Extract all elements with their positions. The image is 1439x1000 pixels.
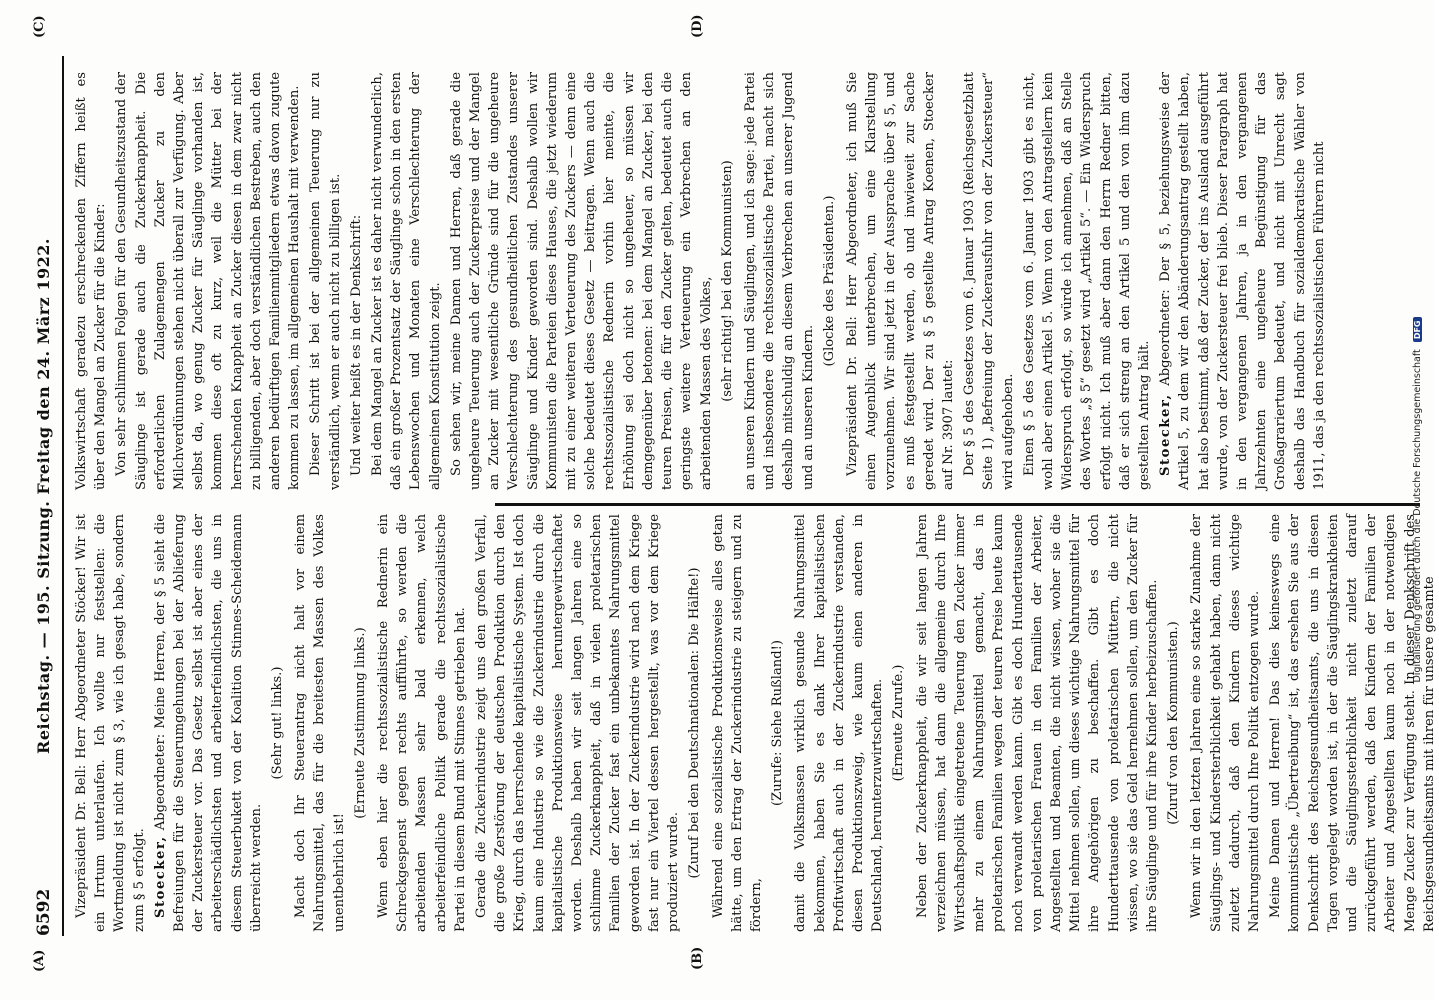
page-title: Reichstag. — 195. Sitzung. Freitag den 24. März 1922.: [34, 238, 53, 754]
paragraph: [1156, 72, 1329, 490]
margin-marker-a: (A): [32, 949, 47, 972]
speaker-name: Stoecker,: [1158, 393, 1174, 476]
paragraph: Dieser Schritt ist bei der allgemeinen Teuerung nur zu verständlich, wenn er auch nicht zu billigen ist.: [308, 72, 343, 490]
paragraph: an unseren Kindern und Säuglingen, und ich sage: jede Partei und insbesondere die rechtssozialistische Partei, macht sich deshalb mitschuldig an diesem Verbrechen an unserer Jugend und an unseren Kindern.: [742, 72, 816, 490]
dfg-logo: DFG: [1413, 318, 1422, 343]
paragraph: Während eine sozialistische Produktionsweise alles getan hätte, um den Ertrag der Zuckerindustrie zu steigern und zu fördern,: [710, 514, 764, 932]
quotation: Von sehr schlimmen Folgen für den Gesundheitszustand der Säuglinge ist gerade auch die Zuckerknappheit. Die erforderlichen Zulagemengen Zucker zu den Milchverdünnungen stehen nicht überall zur Verfügung. Aber selbst da, wo genug Zucker für Säuglinge vorhanden ist, kommen diese oft zu kurz, weil die Mütter bei der herrschenden Knappheit an Zucker diesen in dem zwar nicht zu billigenden, aber doch verständlichen Bestreben, auch den anderen bedürftigen Familienmitgliedern etwas davon zugute kommen zu lassen, im allgemeinen Haushalt mit verwenden.: [114, 72, 303, 490]
paragraph: Meine Damen und Herren! Das dies keineswegs eine kommunistische „Übertreibung“ ist, das ersehen Sie aus der Denkschrift des Reichsgesundheitsamts, die uns in diesen Tagen vorgelegt worden ist, in der die Säuglingskrankheiten und die Säuglingssterblichkeit nicht zuletzt darauf zurückgeführt werden, daß den Kindern der Familien der Arbeiter und Angestellten kaum noch in der notwendigen Menge Zucker zur Verfügung steht. In dieser Denkschrift des Reichsgesundheitsamts mit ihren für unsere gesamte: [1268, 514, 1437, 932]
paragraph: Vizepräsident Dr. Bell: Herr Abgeordneter, ich muß Sie einen Augenblick unterbrechen, um eine Klarstellung vorzunehmen. Wir sind jetzt in der Aussprache über § 5, und es muß festgestellt werden, ob und inwieweit zur Sache geredet wird. Der zu § 5 gestellte Antrag Koenen, Stoecker auf Nr. 3907 lautet:: [844, 72, 956, 490]
interjection: (Sehr gut! links.): [270, 666, 286, 780]
speech-text: Abgeordneter: Der § 5, beziehungsweise der Artikel 5, zu dem wir den Abänderungsantrag gestellt haben, hat also bestimmt, daß der Zucker, der ins Ausland ausgeführt wurde, von der Zuckersteuer frei blieb. Dieser Paragraph hat in den vergangenen Jahren, ja in den vergangenen Jahrzehnten eine ungeheure Begünstigung für das Großagrariertum bedeutet, und nicht mit Unrecht sagt deshalb das Handbuch für sozialdemokratische Wähler von 1911, das ja den rechtssozialistischen Führern nicht: [1158, 72, 1327, 490]
paragraph: Neben der Zuckerknappheit, die wir seit langen Jahren verzeichnen müssen, hat dann die allgemeine durch Ihre Wirtschaftspolitik eingetretene Teuerung den Zucker immer mehr zu einem Nahrungsmittel gemacht, das in proletarischen Familien wegen der teuren Preise heute kaum noch verwandt werden kann. Gibt es doch Hunderttausende von proletarischen Frauen in den Familien der Arbeiter, Angestellten und Beamten, die nicht wissen, woher sie die Mittel nehmen sollen, um dieses wichtige Nahrungsmittel für ihre Angehörigen zu beschaffen. Gibt es doch Hunderttausende von proletarischen Müttern, die nicht wissen, wo sie das Geld hernehmen sollen, um den Zucker für ihre Säuglinge und für ihre Kinder herbeizuschaffen.: [914, 514, 1160, 932]
credit-text: Digitalisierung gefördert durch die Deutsche Forschungsgemeinschaft: [1412, 349, 1423, 683]
speaker-name: Stoecker,: [152, 835, 168, 918]
interjection: (Zuruf von den Kommunisten.): [1166, 621, 1182, 825]
interjection: (Erneute Zustimmung links.): [352, 627, 368, 819]
digitization-credit: [1412, 0, 1423, 1000]
quotation: Bei dem Mangel an Zucker ist es daher nicht verwunderlich, daß ein großer Prozentsatz der Säuglinge schon in den ersten Lebenswochen und Monaten eine Verschlechterung der allgemeinen Konstitution zeigt.: [370, 72, 443, 490]
column-divider: [495, 503, 1420, 506]
interjection: (sehr richtig! bei den Kommunisten): [719, 160, 735, 402]
interjection: (Zurufe: Siehe Rußland!): [770, 640, 786, 806]
paragraph: Gerade die Zuckerindustrie zeigt uns den großen Verfall, die große Zerstörung der deutschen Produktion durch den Krieg, durch das herrschende kapitalistische System. Ist doch kaum eine Industrie so wie die Zuckerindustrie durch die kapitalistische Produktionsweise heruntergewirtschaftet worden. Deshalb haben wir seit langen Jahren eine so schlimme Zuckerknappheit, daß in vielen proletarischen Familien der Zucker fast ein unbekanntes Nahrungsmittel geworden ist. In der Zuckerindustrie wird nach dem Kriege fast nur ein Viertel dessen hergestellt, was vor dem Kriege produziert wurde.: [474, 514, 682, 932]
paragraph: [151, 514, 266, 932]
paragraph: damit die Volksmassen wirklich gesunde Nahrungsmittel bekommen, haben Sie es dank Ihrer kapitalistischen Profitwirtschaft auch in der Zuckerindustrie verstanden, diesen Produktionszweig, wie kaum einen anderen in Deutschland, herunterzuwirtschaften.: [793, 514, 886, 932]
margin-marker-d: (D): [690, 14, 705, 38]
interjection: (Glocke des Präsidenten.): [821, 195, 837, 367]
quotation: Der § 5 des Gesetzes vom 6. Januar 1903 (Reichsgesetzblatt Seite 1) „Befreiung der Zuckerausfuhr von der Zuckersteuer“ wird aufgehoben.: [962, 72, 1016, 490]
paragraph: Vizepräsident Dr. Bell: Herr Abgeordneter Stöcker! Wir ist ein Irrtum unterlaufen. Ich wollte nur feststellen: die Wortmeldung ist nicht zum § 3, wie ich gesagt habe, sondern zum § 5 erfolgt.: [74, 514, 147, 932]
interjection: (Zuruf bei den Deutschnationalen: Die Hälfte!): [687, 567, 703, 879]
page-header: [28, 56, 64, 936]
page-number: 6592: [34, 888, 54, 936]
paragraph: Einen § 5 des Gesetzes vom 6. Januar 1903 gibt es nicht, wohl aber einen Artikel 5. Wenn von den Antragstellern kein Widerspruch erfolgt, so würde ich annehmen, daß an Stelle des Wortes „§ 5“ gesetzt wird „Artikel 5“. — Ein Widerspruch erfolgt nicht. Ich muß aber dann den Herrn Redner bitten, daß er sich streng an den Artikel 5 und den von ihm dazu gestellten Antrag hält.: [1021, 72, 1152, 490]
right-column: [72, 72, 1422, 490]
paragraph: Macht doch Ihr Steuerantrag nicht halt vor einem Nahrungsmittel, das für die breitesten Massen des Volkes unentbehrlich ist!: [293, 514, 347, 932]
speech-text: Abgeordneter: Meine Herren, der § 5 sieht die Befreiungen für die Steuerumgehungen bei der Ablieferung der Zuckersteuer vor. Das Gesetz selbst ist aber eines der arbeiterschädlichsten und arbeiterfeindlichsten, die uns in diesem Steuerbukett von der Koalition Stinnes-Scheidemann überreicht werden.: [152, 514, 264, 932]
paragraph: Wenn wir in den letzten Jahren eine so starke Zunahme der Säuglings- und Kindersterblichkeit gehabt haben, dann nicht zuletzt dadurch, daß den Kindern dieses wichtige Nahrungsmittel durch Ihre Politik entzogen wurde.: [1189, 514, 1262, 932]
margin-marker-c: (C): [32, 15, 47, 38]
interjection: (Erneute Zurufe.): [891, 664, 907, 782]
paragraph: So sehen wir, meine Damen und Herren, daß gerade die ungeheure Teuerung auch der Zuckerpreise und der Mangel an Zucker mit wesentliche Gründe sind für die ungeheure Verschlechterung des gesundheitlichen Zustandes unserer Säuglinge und Kinder geworden sind. Deshalb wollen wir Kommunisten die Parteien dieses Hauses, die jetzt wiederum mit zu einer weiteren Verteuerung des Zuckers — denn eine solche bedeutet dieses Gesetz — beitragen. Wenn auch die rechtssozialistische Rednerin vorhin hier meinte, die Erhöhung sei doch nicht so ungeheuer, so müssen wir demgegenüber betonen: bei dem Mangel an Zucker, bei den teuren Preisen, die für den Zucker gelten, bedeutet auch die geringste weitere Verteuerung ein Verbrechen an den arbeitenden Massen des Volkes,: [448, 72, 714, 490]
paragraph: Und weiter heißt es in der Denkschrift:: [348, 214, 364, 476]
paragraph: Wenn eben hier die rechtssozialistische Rednerin ein Schreckgespenst gegen rechts aufführte, so werden die arbeitenden Massen sehr bald erkennen, welch arbeiterfeindliche Politik gerade die rechtssozialistische Partei in diesem Bund mit Stinnes getrieben hat.: [376, 514, 468, 932]
paragraph: Volkswirtschaft geradezu erschreckenden Ziffern heißt es über den Mangel an Zucker für die Kinder:: [74, 72, 109, 490]
margin-marker-b: (B): [690, 946, 705, 970]
